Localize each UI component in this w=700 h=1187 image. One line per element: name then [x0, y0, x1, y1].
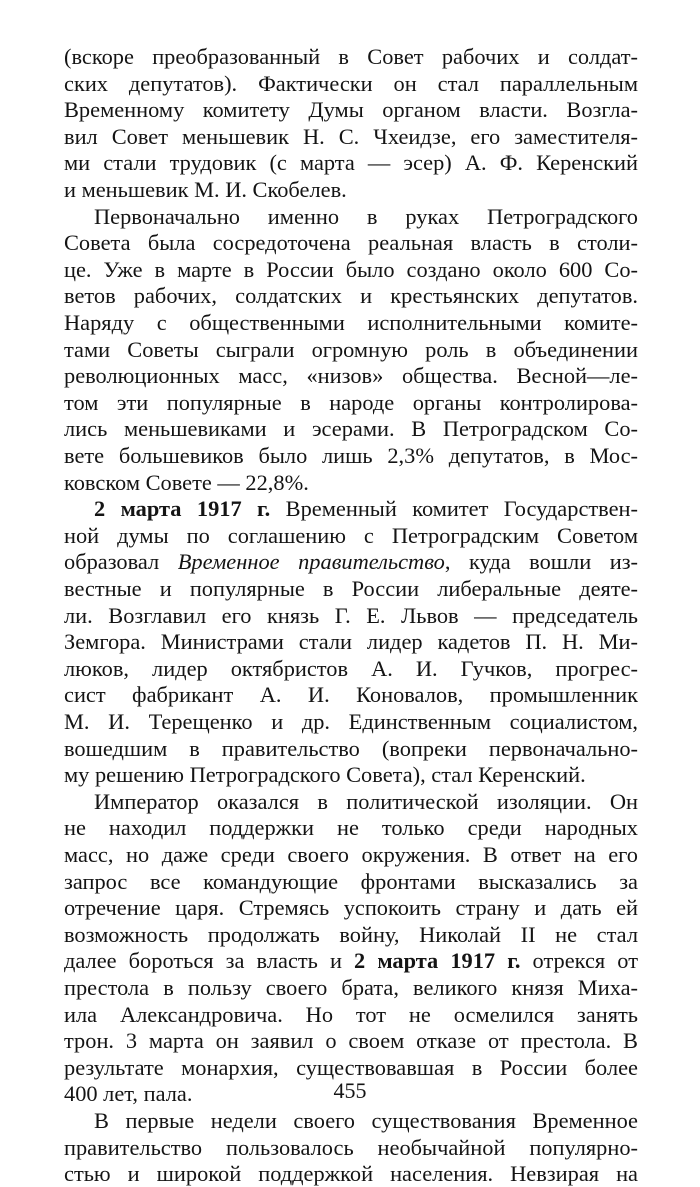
text-segment: Первоначально именно в руках Петроградского	[94, 203, 638, 229]
text-line	[64, 71, 638, 97]
text-line	[64, 1161, 638, 1187]
text-segment: образовал	[64, 549, 178, 575]
text-segment: вестные и популярные в России либеральные деяте-	[64, 576, 638, 601]
text-segment: запрос все командующие фронтами высказались за	[64, 868, 638, 894]
text-line	[64, 470, 638, 496]
text-line	[64, 603, 638, 629]
text-segment: це. Уже в марте в России было создано около 600 Со-	[64, 256, 638, 282]
text-segment: отрекся от	[520, 948, 638, 974]
text-line	[64, 629, 638, 655]
bold-date: 2 марта 1917 г.	[94, 496, 271, 522]
text-line	[64, 762, 638, 788]
text-segment: лись меньшевиками и эсерами. В Петроградском Со-	[64, 416, 638, 442]
text-segment: масс, но даже среди своего окружения. В ответ на его	[64, 842, 638, 867]
text-line	[64, 257, 638, 283]
text-line	[64, 150, 638, 176]
text-line	[64, 869, 638, 895]
text-line	[64, 576, 638, 602]
text-segment: революционных масс, «низов» общества. Весной—ле-	[64, 363, 638, 389]
text-segment: результате монархия, существовавшая в России более	[64, 1054, 638, 1080]
text-segment: ми стали трудовик (с марта — эсер) А. Ф. Керенский	[64, 150, 638, 176]
text-line	[64, 736, 638, 762]
text-line	[64, 842, 638, 868]
text-segment: Временный комитет Государствен-	[270, 496, 638, 522]
text-line	[64, 789, 638, 815]
text-segment: му решению Петроградского Совета), стал Керенский.	[64, 762, 586, 788]
text-segment: сист фабрикант А. И. Коновалов, промышленник	[64, 682, 638, 708]
text-line	[64, 416, 638, 442]
text-line	[64, 204, 638, 230]
text-segment: трон. 3 марта он заявил о своем отказе от престола. В	[64, 1028, 638, 1054]
text-segment: ли. Возглавил его князь Г. Е. Львов — председатель	[64, 602, 638, 628]
text-line	[64, 815, 638, 841]
text-segment: вил Совет меньшевик Н. С. Чхеидзе, его заместителя-	[64, 123, 638, 149]
text-line	[64, 496, 638, 522]
text-segment: том эти популярные в народе органы контролирова-	[64, 389, 638, 415]
text-segment: ила Александровича. Но тот не осмелился занять	[64, 1001, 638, 1027]
text-segment: стью и широкой поддержкой населения. Невзирая на	[64, 1161, 638, 1187]
text-line	[64, 97, 638, 123]
text-line	[64, 1028, 638, 1054]
text-line	[64, 177, 638, 203]
text-segment: (вскоре преобразованный в Совет рабочих и солдат-	[64, 44, 638, 69]
text-line	[64, 310, 638, 336]
text-line	[64, 1135, 638, 1161]
text-line	[64, 283, 638, 309]
text-line	[64, 895, 638, 921]
text-line	[64, 1055, 638, 1081]
text-segment: , куда вошли из-	[444, 549, 638, 575]
text-segment: правительство пользовалось необычайной популярно-	[64, 1134, 638, 1160]
text-line	[64, 337, 638, 363]
page-number: 455	[333, 1078, 367, 1103]
text-line	[64, 230, 638, 256]
text-segment: Наряду с общественными исполнительными комите-	[64, 310, 638, 335]
text-line	[64, 1002, 638, 1028]
text-segment: Император оказался в политической изоляции. Он	[94, 788, 638, 814]
text-line	[64, 523, 638, 549]
text-segment: возможность продолжать войну, Николай II не стал	[64, 921, 638, 947]
text-segment: не находил поддержки не только среди народных	[64, 815, 638, 841]
text-segment: ной думы по соглашению с Петроградским Советом	[64, 522, 638, 548]
text-segment: вете большевиков было лишь 2,3% депутатов, в Мос-	[64, 443, 638, 468]
text-line	[64, 922, 638, 948]
italic-term: Временное правительство	[177, 549, 445, 575]
text-line	[64, 975, 638, 1001]
text-segment: Земгора. Министрами стали лидер кадетов П. Н. Ми-	[64, 629, 638, 655]
text-segment: ских депутатов). Фактически он стал параллельным	[64, 70, 638, 96]
text-segment: Временному комитету Думы органом власти. Возгла-	[64, 97, 638, 123]
text-line	[64, 948, 638, 974]
text-segment: Совета была сосредоточена реальная власть в столи-	[64, 230, 638, 256]
text-line	[64, 682, 638, 708]
text-line	[64, 363, 638, 389]
text-line	[64, 709, 638, 735]
text-segment: М. И. Терещенко и др. Единственным социалистом,	[64, 709, 638, 734]
text-segment: тами Советы сыграли огромную роль в объединении	[64, 336, 638, 362]
text-line	[64, 44, 638, 70]
bold-date: 2 марта 1917 г.	[354, 948, 521, 974]
text-segment: ковском Совете — 22,8%.	[64, 469, 309, 495]
text-segment: далее бороться за власть и	[64, 948, 355, 974]
text-line	[64, 1108, 638, 1134]
text-segment: и меньшевик М. И. Скобелев.	[64, 177, 347, 202]
text-segment: 400 лет, пала.	[64, 1081, 193, 1107]
text-segment: ветов рабочих, солдатских и крестьянских депутатов.	[64, 283, 638, 309]
text-segment: отречение царя. Стремясь успокоить страну и дать ей	[64, 895, 638, 921]
text-segment: люков, лидер октябристов А. И. Гучков, прогрес-	[64, 655, 638, 681]
text-line	[64, 124, 638, 150]
text-line	[64, 390, 638, 416]
text-line	[64, 656, 638, 682]
text-line	[64, 549, 638, 575]
text-segment: престола в пользу своего брата, великого князя Миха-	[64, 975, 638, 1000]
text-segment: вошедшим в правительство (вопреки первоначально-	[64, 735, 638, 761]
text-line	[64, 443, 638, 469]
text-segment: В первые недели своего существования Временное	[94, 1108, 638, 1133]
